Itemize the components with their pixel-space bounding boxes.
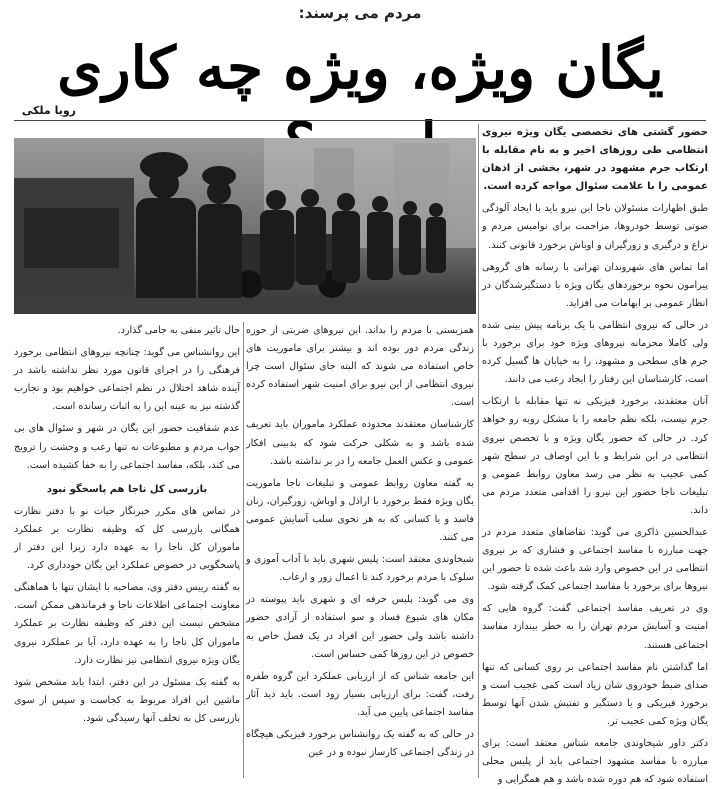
article-paragraph: حال تاثیر منفی به جامی گذارد. [117,325,240,336]
article-paragraph: همزیستی با مردم را بداند. این نیروهای ضربتی از حوزه زندگی مردم دور بوده اند و بیشتر برای ماموریت های خاص استفاده می شوند که البته جای سئوال است چرا نیروی انتظامی از این نیرو برای امنیت شهر استفاده کرده است. [246,325,474,409]
article-byline: رویا ملکی [21,104,76,117]
article-column-left [14,322,240,778]
article-paragraph: اما تماس های شهروندان تهرانی با رسانه های گروهی پیرامون نحوه برخوردهای یگان ویژه با دستگیرشدگان در انظار عمومی بر ابهامات می افزاید. [482,261,708,309]
article-paragraph: به گفته رییس دفتر وی، مصاحبه با ایشان تنها با هماهنگی معاونت اجتماعی اطلاعات ناجا و فرماندهی ممکن است. مشخص نیست این دفتر که وظیفه نظارت بر عملکرد ماموران کل ناجا را به عهده دارد، آیا بر عملکرد نیروی یگان ویژه نیروی انتظامی نیز نظارت دارد. [14,582,240,666]
article-lead-paragraph: حضور گشتی های تخصصی یگان ویژه نیروی انتظامی طی روزهای اخیر و به نام مقابله با ارتکاب جرم مشهود در شهر، بخشی از اذهان عمومی را با علامت سئوال مواجه کرده است. [482,127,708,193]
article-paragraph: این جامعه شناس که از ارزیابی عملکرد این گروه طفره رفت، گفت: برای ارزیابی بسیار زود است. باید دید آثار مفاسد اجتماعی پایین می آید. [246,670,474,718]
column-divider-right [478,124,479,778]
column-divider-left [243,322,244,778]
article-subheading: بازرسی کل ناجا هم پاسخگو نبود [46,483,208,495]
article-column-middle [246,322,474,778]
article-paragraph: عبدالحسین ذاکری می گوید: تقاضاهای متعدد مردم در جهت مبارزه با مفاسد اجتماعی و فشاری که بر نیروی انتظامی در این خصوص وارد شد باعث شده تا حضور این نیروها برای برخورد با مفاسد اجتماعی کمک گرفته شود. [482,526,708,593]
article-paragraph: وی می گوید: پلیس حرفه ای و شهری باید پیوسته در مکان های شیوع فساد و سو استفاده از آزادی حضور داشته باشد ولی حضور این افراد در یک فصل خاص به خصوص در این روزها کمی حساس است. [246,594,474,660]
article-paragraph: در حالی که به گفته یک روانشناس برخورد فیزیکی هیچگاه در زندگی اجتماعی کارساز نبوده و در عین [246,728,474,759]
article-paragraph: در تماس های مکرر خبرنگار حیات نو با دفتر نظارت همگانی بازرسی کل که وظیفه نظارت بر عملکرد ماموران کل ناجا را به عهده دارد زیرا این دفتر از پاسخگویی در خصوص عملکرد این یگان خودداری کرد. [14,505,240,572]
article-paragraph: اما گذاشتن نام مفاسد اجتماعی بر روی کسانی که تنها صدای ضبط خودروی شان زیاد است کمی عجیب است و برخورد فیزیکی و یا دستگیر و تفتیش شدن آنها توسط یگان ویژه کمی عجیب تر. [482,661,708,727]
article-paragraph: به گفته معاون روابط عمومی و تبلیغات ناجا ماموریت یگان ویژه فقط برخورد با اراذل و اوباش، زورگیران، زنان فاسد و یا کسانی که به هر نحوی سلب آسایش عمومی می کنند. [246,477,474,544]
article-paragraph: شیخاوندی معتقد است: پلیس شهری باید با آداب آموزی و سلوک با مردم برخورد کند تا اعمال زور و ارعاب. [246,554,474,584]
article-headline: یگان ویژه، ویژه چه کاری [57,34,664,102]
article-paragraph: این روانشناس می گوید: چنانچه نیروهای انتظامی برخورد فرهنگی را در اجرای قانون مورد نظر نداشته باشد در آینده شاهد اختلال در نظم اجتماعی خواهیم بود و تجارب گذشته نیز به عینه این را به اثبات رسانده است. [14,347,240,413]
article-paragraph: در حالی که نیروی انتظامی با یک برنامه پیش بینی شده ولی کاملا محرمانه نیروهای ویژه خود برای برخورد با جرم های سطحی و مشهود، را به خیابان ها گسیل کرده است، کارشناسان این رفتار را ایجاد رعب می دانند. [482,319,708,386]
headline-rule [14,120,706,121]
police-officers-photo [14,138,476,314]
article-paragraph: دکتر داور شیخاوندی جامعه شناس معتقد است: برای مبارزه با مفاسد مشهود اجتماعی باید از پلیس محلی استفاده شود که هم دوره شده باشد و هم همگرایی و [482,738,708,786]
article-paragraph: عدم شفافیت حضور این یگان در شهر و سئوال های بی جواب مردم و مطبوعات نه تنها رعب و وحشت را ترویج می کند، بلکه، مفاسد اجتماعی را به خفا کشیده است. [14,423,240,471]
article-paragraph: به گفته یک مسئول در این دفتر، ابتدا باید مشخص شود ماشین این افراد مربوط به کجاست و سپس از سوی بازرسی کل به تخلف آنها رسیدگی شود. [14,676,240,724]
article-paragraph: وی در تعریف مفاسد اجتماعی گفت: گروه هایی که امنیت و آسایش مردم تهران را به خطر بیندازد مفاسد اجتماعی هستند. [482,603,708,651]
article-paragraph: طبق اظهارات مسئولان ناجا این نیرو باید با ایجاد آلودگی صوتی توسط خودروها، مزاحمت برای نوامیس مردم و نزاع و درگیری و زورگیران و اوباش برخورد قانونی کنند. [482,203,708,251]
article-paragraph: کارشناسان معتقدند محدوده عملکرد ماموران باید تعریف شده باشد و به شکلی حرکت شود که بدبینی افکار عمومی و عکس العمل جامعه را در بر نداشته باشد. [246,419,474,467]
article-column-right [482,124,708,786]
article-paragraph: آنان معتقدند، برخورد فیزیکی نه تنها مقابله با ارتکاب جرم نیست، بلکه نظم جامعه را با مشکل روبه رو خواهد کرد. در حالی که حضور یگان ویژه و با تخصص نیروی انتظامی در این شرایط و با این اوصاف در سطح شهر کمی عجیب به نظر می رسد معاون روابط عمومی و تبلیغات ناجا حضور این نیرو را اقدامی متعدد مردم می داند. [482,396,708,516]
photo-image [14,138,476,314]
article-kicker: مردم می پرسند: [298,4,422,22]
